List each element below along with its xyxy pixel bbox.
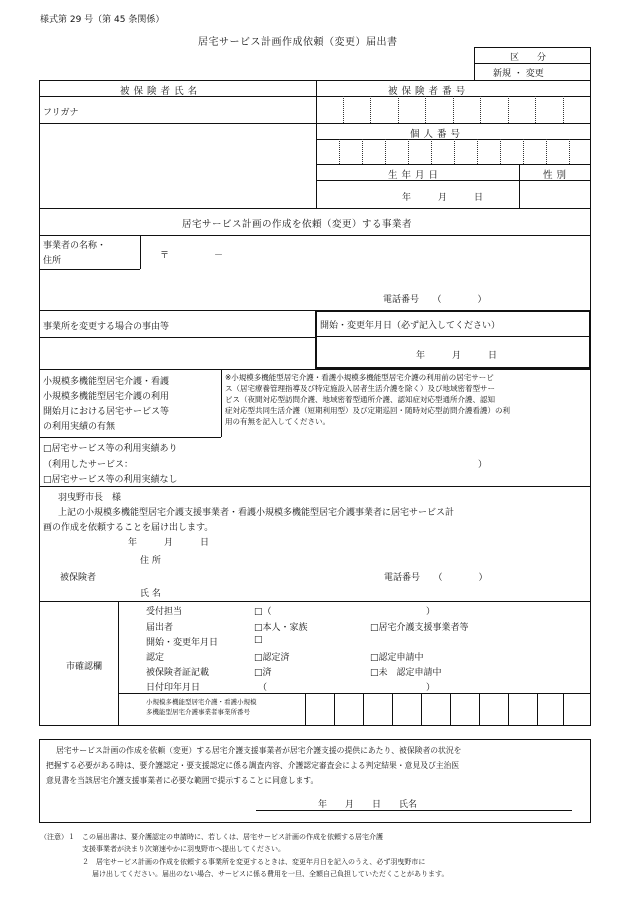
confirm-notifier-office[interactable]: □居宅介護支援事業者等 (370, 623, 469, 633)
insured-number-header: 被 保 険 者 番 号 (388, 86, 466, 97)
declaration-date[interactable]: 年 月 日 (128, 538, 210, 548)
addressee: 羽曳野市長 様 (58, 493, 122, 503)
usage-service-label: （利用したサービス： (43, 460, 134, 470)
small-scale-label: 小規模多機能型居宅介護・看護 小規模多機能型居宅介護の利用 開始月における居宅サービス等 の利用実績の有無 (43, 377, 170, 432)
confirm-certified[interactable]: □認定済 (254, 653, 290, 663)
office-number-label: 小規模多機能型居宅介護・看護小規模 多機能型居宅介護事業者事業所番号 (146, 698, 257, 716)
usage-service-field[interactable] (150, 455, 470, 469)
gender-field[interactable] (519, 180, 591, 208)
confirm-card-not[interactable]: □未 認定申請中 (370, 668, 442, 678)
city-confirm-label: 市確認欄 (66, 662, 103, 672)
office-number-cells[interactable] (305, 693, 591, 726)
form-page: 様式第 29 号（第 45 条関係） 居宅サービス計画作成依頼（変更）届出書 区 分 新規 ・ 変更 被 保 険 者 氏 名 被 保 険 者 番 号 フリガナ 個 人 番 号 生 年 月 日 性 別 年 月 日 居宅サービス計画の作成を依頼（変更）する事業者 事業者の名称・ 住所 〒 － 電話番号 （ ） 事業所を変更する場合の事由等 開始・変更年月日（必ず記入してください） 年 月 日 小規模多機能型居宅介護・看護 小規模多機能型居宅介護の利用 開始月における居宅サービス等 の利用実績の有無 ※小規模多機能型居宅介護・看護小規模多機能型居宅介護の利用前の居宅サービ ス（居宅療養管理指導及び特定施設入居者生活介護を除く）及び地域密着型サー ビス（夜間対応型訪問介護、地域密着型通所介護、認知症対応型通所介護、認知 症対応型共同生活介護（短期利用型）及び定期巡回・随時対応型訪問介護看護）の利 用の有無を記入してください。 □居宅サービス等の利用実績あり （利用したサービス： ） □居宅サービス等の利用実績なし 羽曳野市長 様 上記の小規模多機能型居宅介護支援事業者・看護小規模多機能型居宅介護事業者に居宅サービス計 画の作成を依頼することを届け出します。 年 月 日 住 所 被保険者 電話番号 （ ） 氏 名 市確認欄 受付担当 □（ ） 届出者 □本人・家族 □居宅介護支援事業者等 開始・変更年月日 □ 認定 □認定済 □認定申請中 被保険者証記載 □済 □未 認定申請中 日付印年月日 （ ） 小規模多機能型居宅介護・看護小規模 多機能型居宅介護事業者事業所番号 居宅サービス計画の作成を依頼（変更）する居宅介護支援事業者が居宅介護支援の提供にあたり、被保険者の状況を 把握する必要がある時は、要介護認定・要支援認定に係る調査内容、介護認定審査会による判定結果・意見及び主治医 意見書を当該居宅介護支援事業者に必要な範囲で提示することに同意します。 年 月 日 氏名 （注意）１ この届出書は、要介護認定の申請時に、若しくは、居宅サービス計画の作成を依頼する居宅介護 支援事業者が決まり次第速やかに羽曳野市へ提出してください。 ２ 居宅サービス計画の作成を依頼する事業所を変更するときは、変更年月日を記入のうえ、必ず羽曳野市に 届け出してください。届出のない場合、サービスに係る費用を一旦、全額自己負担していただくことがあります。 (0, 0, 630, 903)
notes: （注意）１ この届出書は、要介護認定の申請時に、若しくは、居宅サービス計画の作成を依頼する居宅介護 支援事業者が決まり次第速やかに羽曳野市へ提出してください。 ２ 居宅サービス計画の作成を依頼する事業所を変更するときは、変更年月日を記入のうえ、必ず羽曳野市に 届け出してください。届出のない場合、サービスに係る費用を一旦、全額自己負担していただくことがあります。 (40, 833, 449, 878)
declaration-line-1: 上記の小規模多機能型居宅介護支援事業者・看護小規模多機能型居宅介護事業者に居宅サービス計 (58, 508, 455, 518)
usage-no-checkbox[interactable]: □居宅サービス等の利用実績なし (43, 475, 178, 485)
change-date-field[interactable]: 年 月 日 (416, 351, 498, 361)
kubun-value[interactable]: 新規 ・ 変更 (493, 69, 544, 79)
office-phone[interactable]: 電話番号 （ ） (383, 295, 487, 305)
insured-label: 被保険者 (60, 573, 97, 583)
birth-date-field[interactable]: 年 月 日 (402, 193, 484, 203)
insured-name-field[interactable] (39, 123, 316, 208)
change-reason-label: 事業所を変更する場合の事由等 (43, 322, 170, 332)
usage-yes-checkbox[interactable]: □居宅サービス等の利用実績あり (43, 444, 178, 454)
change-date-label: 開始・変更年月日（必ず記入してください） (320, 321, 501, 331)
confirm-applying[interactable]: □認定申請中 (370, 653, 424, 663)
small-scale-note: ※小規模多機能型居宅介護・看護小規模多機能型居宅介護の利用前の居宅サービ ス（居宅療養管理指導及び特定施設入居者生活介護を除く）及び地域密着型サー ビス（夜間対応型訪問介護、地域密着型通所介護、認知症対応型通所介護、認知 症対応型共同生活介護（短期利用型）及び定期巡回・随時対応型訪問介護看護）の利 用の有無を記入してください。 (225, 373, 510, 426)
gender-header: 性 別 (543, 170, 567, 181)
address-label: 住 所 (140, 556, 161, 566)
confirm-notifier-self[interactable]: □本人・家族 (254, 623, 308, 633)
form-number: 様式第 29 号（第 45 条関係） (40, 15, 165, 25)
furigana-label: フリガナ (43, 108, 79, 118)
confirm-card-done[interactable]: □済 (254, 668, 272, 678)
office-section-title: 居宅サービス計画の作成を依頼（変更）する事業者 (182, 219, 413, 230)
name-label: 氏 名 (140, 589, 161, 599)
office-name-label: 事業者の名称・ (43, 241, 107, 251)
confirm-reception[interactable]: □（ (254, 607, 272, 617)
change-reason-field[interactable] (39, 337, 315, 369)
consent-text: 居宅サービス計画の作成を依頼（変更）する居宅介護支援事業者が居宅介護支援の提供にあたり、被保険者の状況を 把握する必要がある時は、要介護認定・要支援認定に係る調査内容、介護認定審査会による判定結果・意見及び主治医 意見書を当該居宅介護支援事業者に必要な範囲で提示することに同意します。 (46, 746, 462, 785)
confirm-change-date[interactable]: □ (254, 635, 263, 645)
confirm-stamp-date[interactable]: （ (258, 683, 268, 693)
consent-signature[interactable]: 年 月 日 氏名 (318, 800, 418, 810)
declaration-line-2: 画の作成を依頼することを届け出します。 (43, 523, 214, 533)
insured-phone[interactable]: 電話番号 （ ） (384, 573, 488, 583)
form-title: 居宅サービス計画作成依頼（変更）届出書 (198, 37, 398, 48)
insured-name-header: 被 保 険 者 氏 名 (120, 86, 198, 97)
kubun-label: 区 分 (510, 53, 547, 63)
postal-code-field[interactable]: 〒 － (160, 251, 224, 261)
birth-date-header: 生 年 月 日 (388, 170, 439, 181)
individual-number-header: 個 人 番 号 (410, 129, 461, 140)
